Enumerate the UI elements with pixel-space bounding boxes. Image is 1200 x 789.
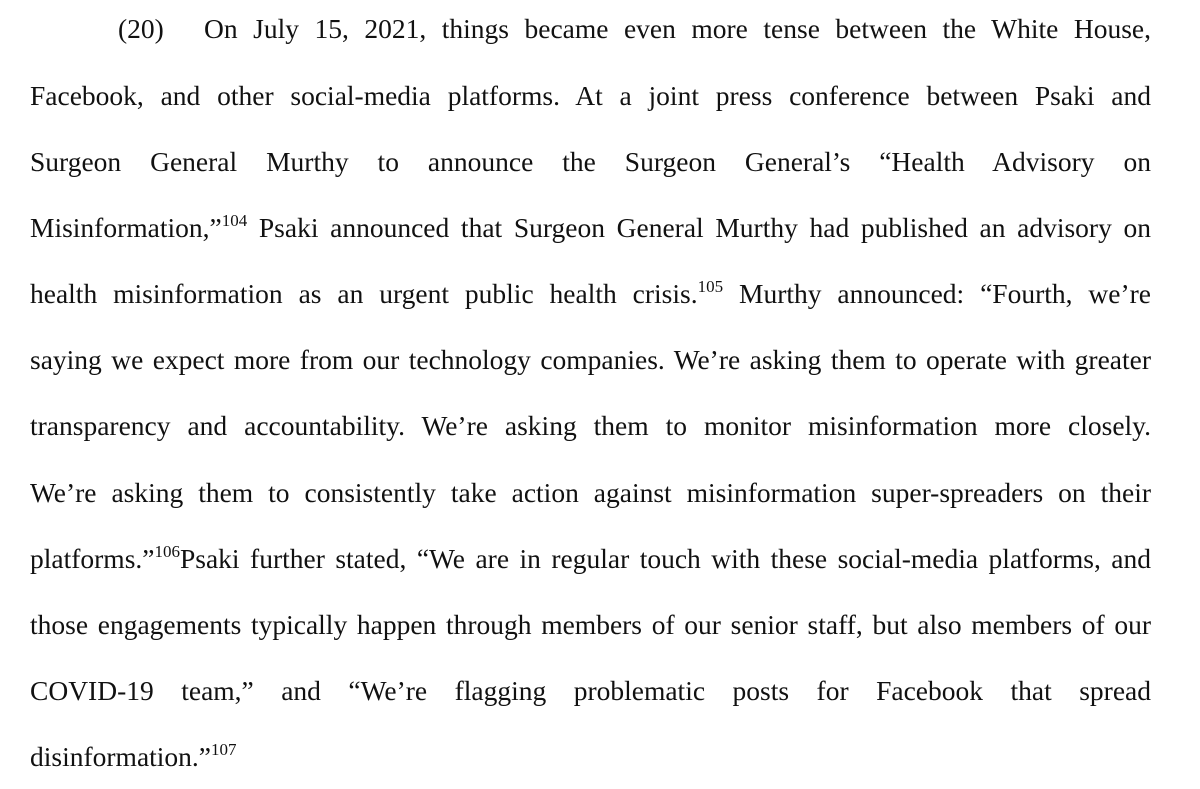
line-text: Murthy announced: “Fourth, we’re: [723, 278, 1151, 309]
footnote-ref-104: 104: [221, 211, 248, 230]
paragraph-line-1: [118, 9, 1151, 49]
line-text: transparency and accountability. We’re asking them to monitor misinformation more closely.: [30, 410, 1151, 441]
line-text: COVID-19 team,” and “We’re flagging problematic posts for Facebook that spread: [30, 675, 1151, 706]
line-text: Psaki further stated, “We are in regular touch with these social-media platforms, and: [179, 543, 1151, 574]
paragraph-line-11: [30, 671, 1151, 711]
line-text: We’re asking them to consistently take action against misinformation super-spreaders on their: [30, 477, 1151, 508]
line-text: platforms.”: [30, 543, 155, 574]
paragraph-line-2: [30, 76, 1151, 116]
paragraph-line-5: [30, 274, 1151, 314]
line-text: Facebook, and other social-media platforms. At a joint press conference between Psaki and: [30, 80, 1151, 111]
line-text: health misinformation as an urgent public health crisis.: [30, 278, 698, 309]
paragraph-line-9: [30, 539, 1151, 579]
line-text: Surgeon General Murthy to announce the Surgeon General’s “Health Advisory on: [30, 146, 1151, 177]
paragraph-line-7: [30, 406, 1151, 446]
paragraph-line-3: [30, 142, 1151, 182]
line-text: those engagements typically happen through members of our senior staff, but also members of our: [30, 609, 1151, 640]
line-text: Psaki announced that Surgeon General Murthy had published an advisory on: [247, 212, 1151, 243]
line-text: Misinformation,”: [30, 212, 222, 243]
line-text: disinformation.”: [30, 741, 212, 772]
footnote-ref-105: 105: [697, 277, 724, 296]
line-text: On July 15, 2021, things became even more tense between the White House,: [204, 13, 1151, 44]
paragraph-line-12: [30, 737, 1151, 777]
document-page: [30, 0, 1151, 789]
paragraph-line-10: [30, 605, 1151, 645]
footnote-ref-107: 107: [211, 740, 237, 759]
paragraph-line-8: [30, 473, 1151, 513]
paragraph-number: (20): [118, 13, 164, 44]
footnote-ref-106: 106: [154, 542, 180, 561]
paragraph-line-4: [30, 208, 1151, 248]
line-text: saying we expect more from our technology companies. We’re asking them to operate with greater: [30, 344, 1151, 375]
paragraph-line-6: [30, 340, 1151, 380]
